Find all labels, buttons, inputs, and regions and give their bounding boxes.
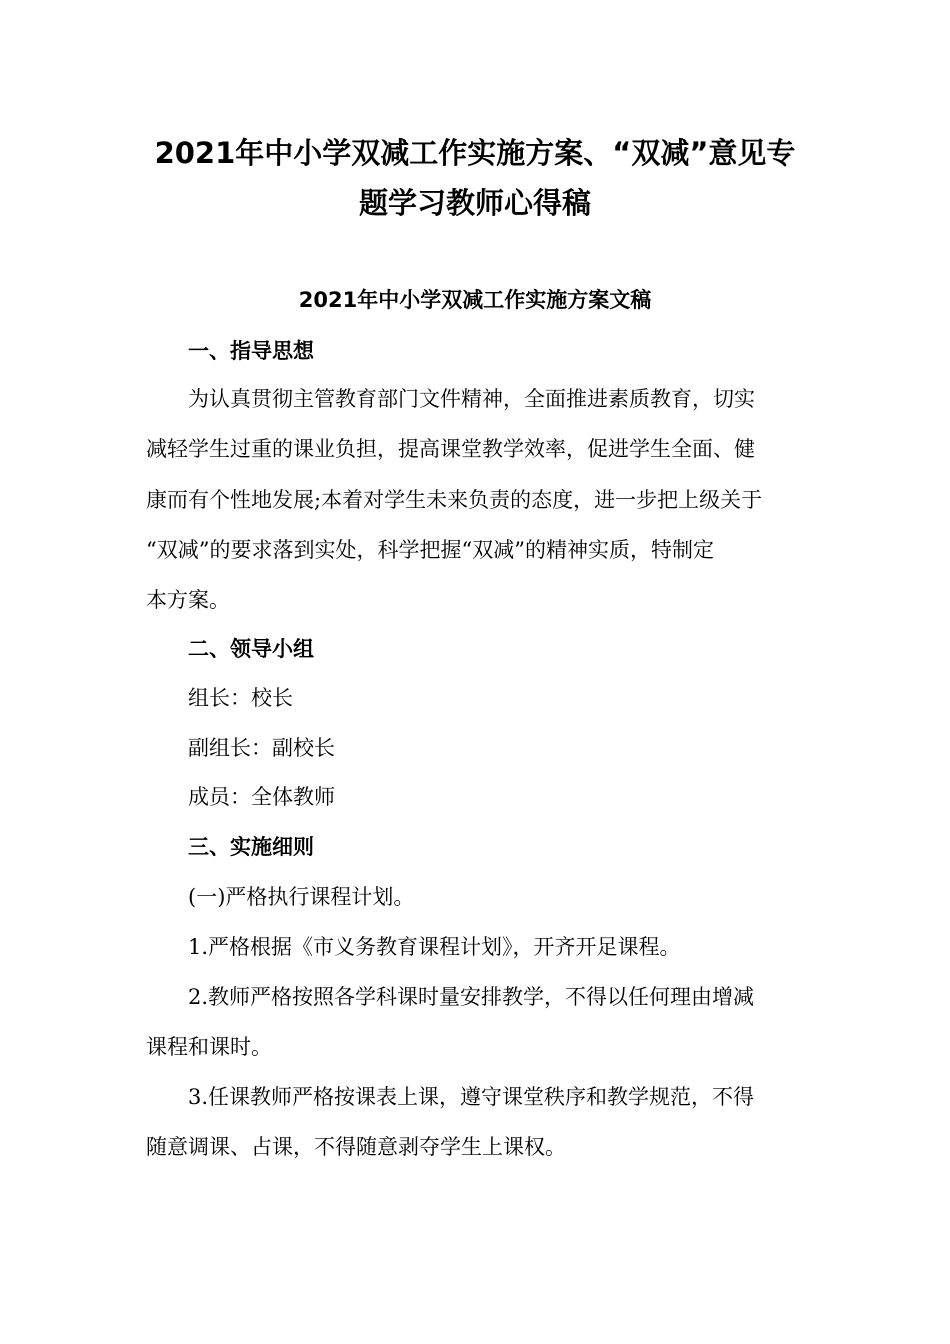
rule-item-1: 1.严格根据《市义务教育课程计划》，开齐开足课程。 <box>188 935 681 959</box>
guide-paragraph-line-3: 康而有个性地发展;本着对学生未来负责的态度，进一步把上级关于 <box>146 488 763 512</box>
members-line: 成员：全体教师 <box>188 785 335 809</box>
rule-item-3-line-2: 随意调课、占课，不得随意剥夺学生上课权。 <box>146 1135 566 1159</box>
heading-guiding-thought: 一、指导思想 <box>188 339 314 363</box>
rule-item-2-line-1: 2.教师严格按照各学科课时量安排教学，不得以任何理由增减 <box>188 985 755 1009</box>
document-title-line-2: 题学习教师心得稿 <box>358 186 591 220</box>
rule-subsection-1: (一)严格执行课程计划。 <box>188 885 415 909</box>
guide-paragraph-line-4: “双减”的要求落到实处，科学把握“双减”的精神实质，特制定 <box>146 538 714 562</box>
guide-paragraph-line-1: 为认真贯彻主管教育部门文件精神，全面推进素质教育，切实 <box>188 387 755 411</box>
guide-paragraph-line-5: 本方案。 <box>146 588 230 612</box>
deputy-leader-line: 副组长：副校长 <box>188 736 335 760</box>
section-subtitle: 2021年中小学双减工作实施方案文稿 <box>298 288 652 312</box>
heading-implementation-rules: 三、实施细则 <box>188 835 314 859</box>
rule-item-2-line-2: 课程和课时。 <box>146 1035 272 1059</box>
rule-item-3-line-1: 3.任课教师严格按课表上课，遵守课堂秩序和教学规范，不得 <box>188 1085 755 1109</box>
heading-leadership-group: 二、领导小组 <box>188 637 314 661</box>
document-title-line-1: 2021年中小学双减工作实施方案、“双减”意见专 <box>154 136 796 170</box>
leader-line: 组长：校长 <box>188 686 293 710</box>
guide-paragraph-line-2: 减轻学生过重的课业负担，提高课堂教学效率，促进学生全面、健 <box>146 437 755 461</box>
